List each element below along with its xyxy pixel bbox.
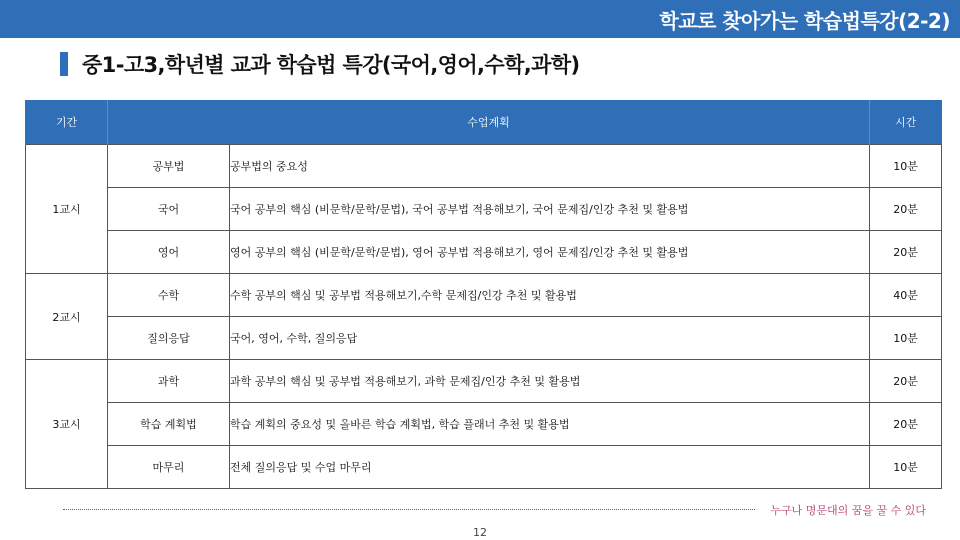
period-cell: 1교시: [26, 145, 108, 274]
subject-cell: 마무리: [108, 446, 230, 489]
table-row: [26, 360, 942, 403]
plan-cell: 공부법의 중요성: [230, 145, 870, 188]
time-cell: 40분: [870, 274, 942, 317]
header-bar: [0, 0, 960, 38]
subject-cell: 국어: [108, 188, 230, 231]
subject-cell: 학습 계획법: [108, 403, 230, 446]
plan-cell: 전체 질의응답 및 수업 마무리: [230, 446, 870, 489]
period-cell: 2교시: [26, 274, 108, 360]
column-header-period: 기간: [26, 100, 108, 145]
period-cell: 3교시: [26, 360, 108, 489]
table-row: [26, 188, 942, 231]
footer-slogan: 누구나 명문대의 꿈을 꿀 수 있다: [770, 504, 926, 517]
footer-divider: [63, 509, 755, 510]
plan-cell: 수학 공부의 핵심 및 공부법 적용해보기,수학 문제집/인강 추천 및 활용법: [230, 274, 870, 317]
table-row: [26, 274, 942, 317]
subject-cell: 수학: [108, 274, 230, 317]
time-cell: 10분: [870, 446, 942, 489]
plan-cell: 학습 계획의 중요성 및 올바른 학습 계획법, 학습 플래너 추천 및 활용법: [230, 403, 870, 446]
table-header-row: [26, 100, 942, 145]
subject-cell: 질의응답: [108, 317, 230, 360]
subject-cell: 공부법: [108, 145, 230, 188]
heading-marker: [60, 52, 68, 76]
subject-cell: 영어: [108, 231, 230, 274]
table-row: [26, 231, 942, 274]
page-number: 12: [473, 526, 487, 539]
time-cell: 20분: [870, 360, 942, 403]
plan-cell: 영어 공부의 핵심 (비문학/문학/문법), 영어 공부법 적용해보기, 영어 문제집/인강 추천 및 활용법: [230, 231, 870, 274]
time-cell: 20분: [870, 188, 942, 231]
slide-header-title: 학교로 찾아가는 학습법특강(2-2): [659, 9, 950, 33]
table-row: [26, 317, 942, 360]
time-cell: 20분: [870, 231, 942, 274]
page-title: 중1-고3,학년별 교과 학습법 특강(국어,영어,수학,과학): [82, 53, 580, 77]
table-row: [26, 446, 942, 489]
plan-cell: 국어 공부의 핵심 (비문학/문학/문법), 국어 공부법 적용해보기, 국어 문제집/인강 추천 및 활용법: [230, 188, 870, 231]
time-cell: 10분: [870, 317, 942, 360]
lesson-plan-table: [25, 100, 942, 489]
column-header-plan: 수업계획: [108, 100, 870, 145]
table-row: [26, 145, 942, 188]
time-cell: 10분: [870, 145, 942, 188]
table-row: [26, 403, 942, 446]
time-cell: 20분: [870, 403, 942, 446]
plan-cell: 과학 공부의 핵심 및 공부법 적용해보기, 과학 문제집/인강 추천 및 활용법: [230, 360, 870, 403]
plan-cell: 국어, 영어, 수학, 질의응답: [230, 317, 870, 360]
column-header-time: 시간: [870, 100, 942, 145]
subject-cell: 과학: [108, 360, 230, 403]
